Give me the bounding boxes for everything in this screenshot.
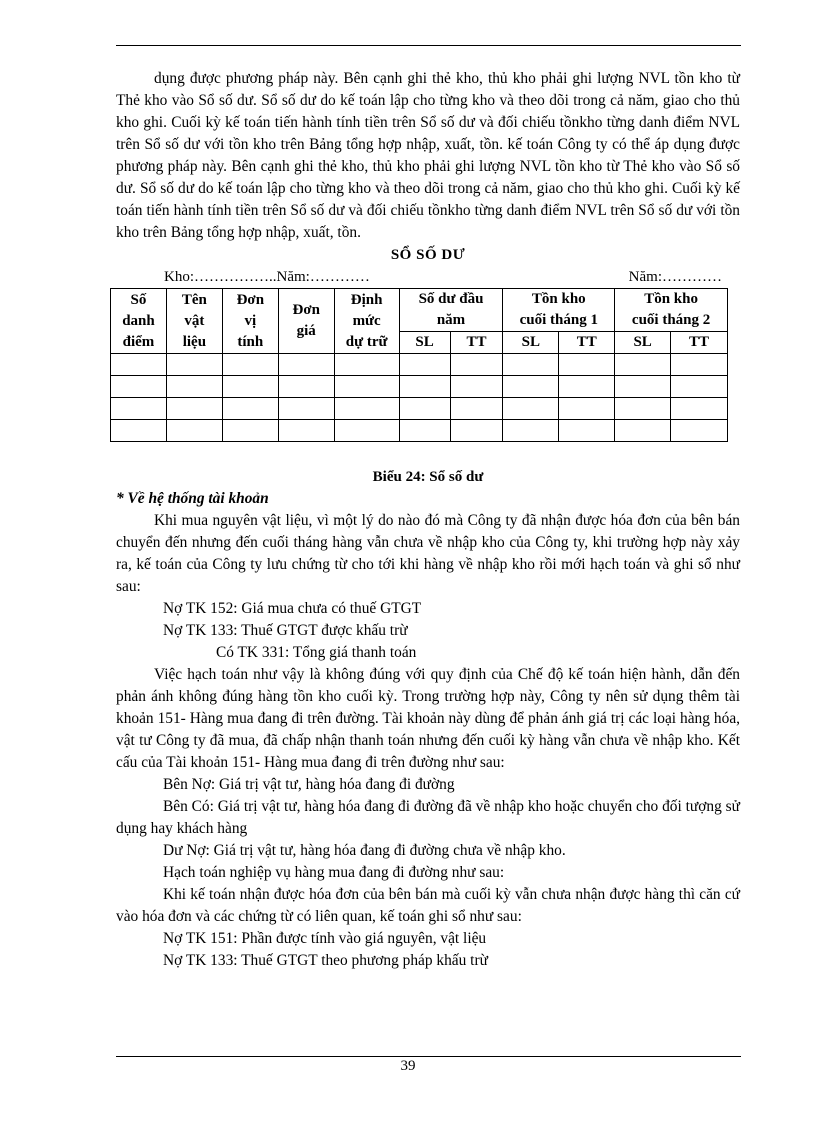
ledger-cell xyxy=(222,354,278,376)
header-don-vi-tinh: Đơn vị tính xyxy=(222,289,278,354)
ledger-row xyxy=(111,354,728,376)
header-tt: TT xyxy=(559,332,615,354)
ledger-cell xyxy=(111,354,167,376)
header-don-gia: Đơn giá xyxy=(278,289,334,354)
ledger-cell xyxy=(559,398,615,420)
ledger-cell xyxy=(399,376,450,398)
entry-tk-133-khau-tru: Nợ TK 133: Thuế GTGT theo phương pháp khấu trừ xyxy=(163,952,488,969)
ledger-cell xyxy=(222,420,278,442)
ledger-body xyxy=(111,354,728,442)
ledger-cell xyxy=(166,354,222,376)
ledger-kho-line xyxy=(116,266,740,288)
ledger-cell xyxy=(222,398,278,420)
ledger-cell xyxy=(615,398,671,420)
paragraph-1: Khi mua nguyên vật liệu, vì một lý do nào đó mà Công ty đã nhận được hóa đơn của bên bán chuyển đến nhưng đến cuối tháng hàng vẫn chưa về nhập kho của Công ty, khi trường hợp này xảy ra, kế toán của Công ty lưu chứng từ cho tới khi hàng về nhập kho rồi mới hạch toán và ghi sổ như sau: xyxy=(116,512,740,595)
du-no-line: Dư Nợ: Giá trị vật tư, hàng hóa đang đi đường chưa về nhập kho. xyxy=(163,842,566,859)
ledger-cell xyxy=(615,420,671,442)
section-heading: * Về hệ thống tài khoản xyxy=(116,490,269,507)
ledger-cell xyxy=(278,376,334,398)
ledger-cell xyxy=(334,420,399,442)
ledger-cell xyxy=(503,398,559,420)
kho-year-label: Kho:……………..Năm:………… xyxy=(164,269,370,285)
ledger-cell xyxy=(450,354,503,376)
ben-co-line: Bên Có: Giá trị vật tư, hàng hóa đang đi đường đã về nhập kho hoặc chuyển cho đối tượng sử dụng hay khách hàng xyxy=(116,798,740,837)
ledger-cell xyxy=(450,398,503,420)
entry-tk-133: Nợ TK 133: Thuế GTGT được khấu trừ xyxy=(163,622,408,639)
ledger-cell xyxy=(111,398,167,420)
hach-toan-line: Hạch toán nghiệp vụ hàng mua đang đi đường như sau: xyxy=(163,864,505,881)
paragraph-3: Khi kế toán nhận được hóa đơn của bên bán mà cuối kỳ vẫn chưa nhận được hàng thì căn cứ vào hóa đơn và các chứng từ có liên quan, kế toán ghi sổ như sau: xyxy=(116,886,740,925)
ledger-cell xyxy=(399,420,450,442)
ledger-title: SỔ SỐ DƯ xyxy=(390,247,466,263)
header-rule xyxy=(116,45,741,46)
header-tt: TT xyxy=(671,332,728,354)
header-ton-kho-thang-2: Tồn kho cuối tháng 2 xyxy=(615,289,728,332)
ledger-cell xyxy=(334,398,399,420)
ledger-cell xyxy=(559,376,615,398)
ledger-cell xyxy=(671,376,728,398)
header-sl: SL xyxy=(503,332,559,354)
ledger-table xyxy=(110,288,728,442)
header-so-danh-diem: Số danh điểm xyxy=(111,289,167,354)
paragraph-2: Việc hạch toán như vậy là không đúng với quy định của Chế độ kế toán hiện hành, dẫn đến phản ánh không đúng hàng tồn kho cuối kỳ. Trong trường hợp này, Công ty nên sử dụng thêm tài khoản 151- Hàng mua đang đi trên đường. Tài khoản này dùng để phản ánh giá trị các loại hàng hóa, vật tư Công ty đã mua, đã chấp nhận thanh toán nhưng đến cuối kỳ hàng vẫn chưa về nhập kho. Kết cấu của Tài khoản 151- Hàng mua đang đi trên đường như sau: xyxy=(116,666,740,771)
ledger-cell xyxy=(503,376,559,398)
page-number: 39 xyxy=(400,1058,416,1074)
ledger-cell xyxy=(671,420,728,442)
ledger-row xyxy=(111,376,728,398)
year-label: Năm:………… xyxy=(628,269,722,285)
ledger-cell xyxy=(615,354,671,376)
header-ton-kho-thang-1: Tồn kho cuối tháng 1 xyxy=(503,289,615,332)
ledger-cell xyxy=(399,354,450,376)
footer-rule xyxy=(116,1056,741,1057)
page-content xyxy=(116,68,740,972)
header-tt: TT xyxy=(450,332,503,354)
ledger-cell xyxy=(334,376,399,398)
ledger-cell xyxy=(399,398,450,420)
header-so-du-dau-nam: Số dư đầu năm xyxy=(399,289,503,332)
ledger-cell xyxy=(166,420,222,442)
ledger-caption: Biểu 24: Sổ số dư xyxy=(372,469,484,485)
ledger-cell xyxy=(503,420,559,442)
ledger-cell xyxy=(111,376,167,398)
ledger-cell xyxy=(334,354,399,376)
intro-paragraph: dụng được phương pháp này. Bên cạnh ghi thẻ kho, thủ kho phải ghi lượng NVL tồn kho từ Thẻ kho vào Sổ số dư. Sổ số dư do kế toán lập cho từng kho và theo dõi trong cả năm, giao cho thủ kho ghi. Cuối kỳ kế toán tiến hành tính tiền trên Sổ số dư và đối chiếu tồnkho từng danh điểm NVL trên Sổ số dư với tồn kho trên Bảng tổng hợp nhập, xuất, tồn. kế toán Công ty có thể áp dụng được phương pháp này. Bên cạnh ghi thẻ kho, thủ kho phải ghi lượng NVL tồn kho từ Thẻ kho vào Sổ số dư. Sổ số dư do kế toán lập cho từng kho và theo dõi trong cả năm, giao cho thủ kho ghi. Cuối kỳ kế toán tiến hành tính tiền trên Sổ số dư và đối chiếu tồnkho từng danh điểm NVL trên Sổ số dư với tồn kho trên Bảng tổng hợp nhập, xuất, tồn. xyxy=(116,70,740,241)
entry-tk-152: Nợ TK 152: Giá mua chưa có thuế GTGT xyxy=(163,600,422,617)
ledger-cell xyxy=(559,354,615,376)
ledger-cell xyxy=(278,398,334,420)
ledger-row xyxy=(111,420,728,442)
ledger-cell xyxy=(450,420,503,442)
ledger-cell xyxy=(166,376,222,398)
header-sl: SL xyxy=(399,332,450,354)
ledger-cell xyxy=(671,354,728,376)
ledger-cell xyxy=(278,420,334,442)
ledger-cell xyxy=(111,420,167,442)
ledger-cell xyxy=(450,376,503,398)
ledger-cell xyxy=(559,420,615,442)
header-sl: SL xyxy=(615,332,671,354)
entry-tk-151: Nợ TK 151: Phần được tính vào giá nguyên, vật liệu xyxy=(163,930,487,947)
header-dinh-muc: Định mức dự trữ xyxy=(334,289,399,354)
ledger-row xyxy=(111,398,728,420)
ledger-cell xyxy=(503,354,559,376)
ledger-cell xyxy=(671,398,728,420)
ledger-cell xyxy=(615,376,671,398)
ben-no-line: Bên Nợ: Giá trị vật tư, hàng hóa đang đi đường xyxy=(163,776,455,793)
header-ten-vat-lieu: Tên vật liệu xyxy=(166,289,222,354)
ledger-cell xyxy=(278,354,334,376)
ledger-cell xyxy=(166,398,222,420)
ledger-cell xyxy=(222,376,278,398)
entry-tk-331: Có TK 331: Tổng giá thanh toán xyxy=(216,644,417,661)
